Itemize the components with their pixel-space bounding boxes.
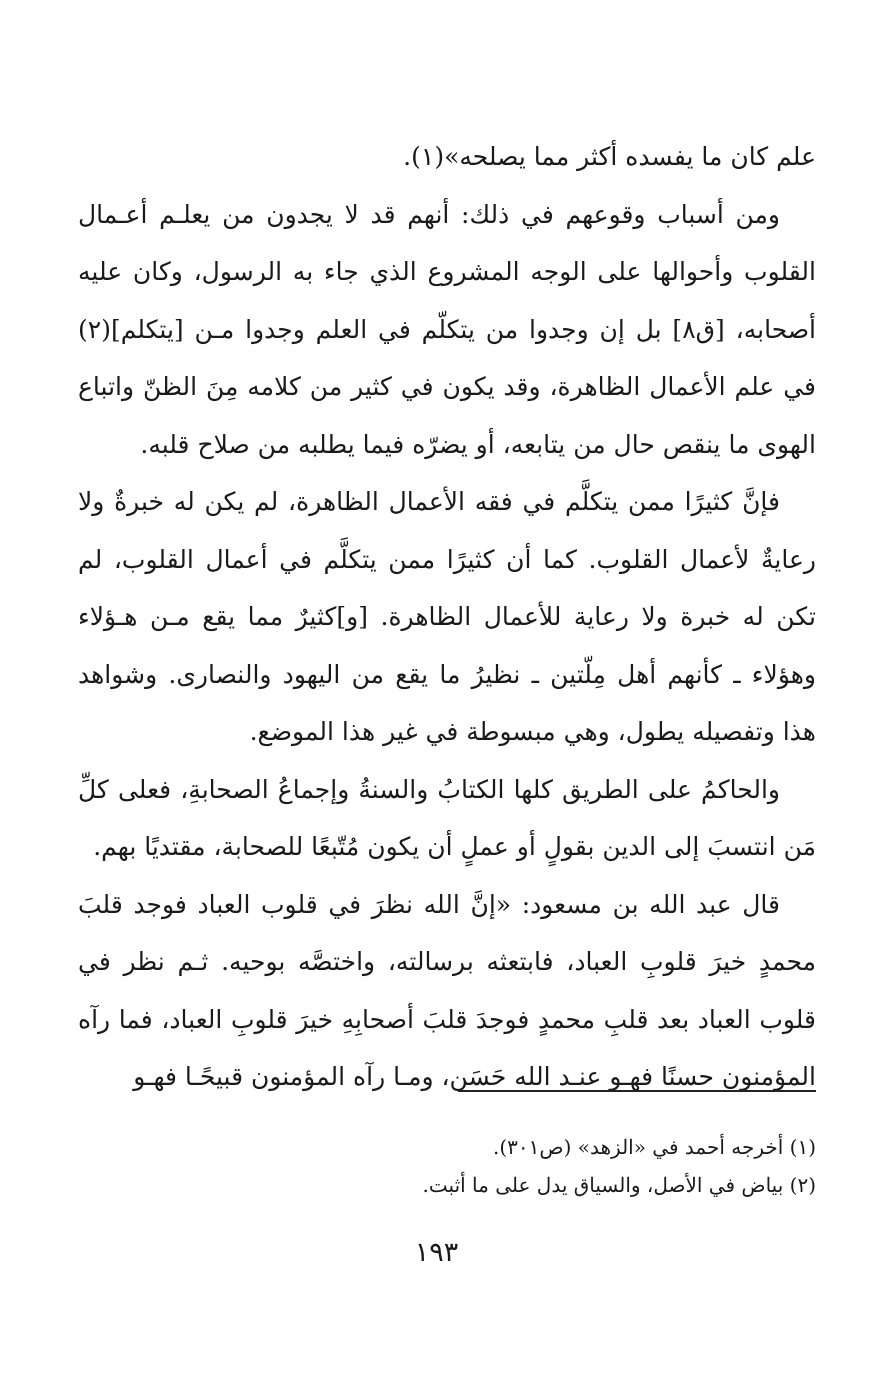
- paragraph-4: والحاكمُ على الطريق كلها الكتابُ والسنةُ وإجماعُ الصحابةِ، فعلى كلِّ مَن انتسبَ إلى الدين بقولٍ أو عملٍ أن يكون مُتّبعًا للصحابة، مقتديًا بهم.: [78, 774, 816, 861]
- footnotes: [78, 1128, 816, 1204]
- paragraph-3: فإنَّ كثيرًا ممن يتكلَّم في فقه الأعمال الظاهرة، لم يكن له خبرةٌ ولا رعايةٌ لأعمال القلوب. كما أن كثيرًا ممن يتكلَّم في أعمال القلوب، لم تكن له خبرة ولا رعاية للأعمال الظاهرة. [و]كثيرٌ مما يقع مـن هـؤلاء وهؤلاء ـ كأنهم أهل مِلّتين ـ نظيرُ ما يقع من اليهود والنصارى. وشواهد هذا وتفصيله يطول، وهي مبسوطة في غير هذا الموضع.: [78, 487, 816, 746]
- paragraph-5: قال عبد الله بن مسعود: «إنَّ الله نظرَ في قلوب العباد فوجد قلبَ محمدٍ خيرَ قلوبِ العباد، فابتعثه برسالته، واختصَّه بوحيه. ثـم نظر في قلوب العباد بعد قلبِ محمدٍ فوجدَ قلبَ أصحابِهِ خيرَ قلوبِ العباد، فما رآه المؤمنون حسنًا فهـو عنـد الله حَسَن، ومـا رآه المؤمنون قبيحًـا فهـو: [78, 889, 816, 1091]
- paragraph-1: علم كان ما يفسده أكثر مما يصلحه»(١).: [403, 142, 816, 171]
- page-number: ١٩٣: [414, 1237, 459, 1268]
- main-text: [78, 128, 816, 1106]
- footnote-2: (٢) بياض في الأصل، والسياق يدل على ما أثبت.: [422, 1173, 816, 1197]
- footnote-1: (١) أخرجه أحمد في «الزهد» (ص٣٠١).: [493, 1135, 816, 1159]
- body-text-block: [78, 128, 816, 1106]
- paragraph-2: ومن أسباب وقوعهم في ذلك: أنهم قد لا يجدون من يعلـم أعـمال القلوب وأحوالها على الوجه المشروع الذي جاء به الرسول، وكان عليه أصحابه، [ق٨] بل إن وجدوا من يتكلّم في العلم وجدوا مـن [يتكلم](٢) في علم الأعمال الظاهرة، وقد يكون في كثير من كلامه مِنَ الظنّ واتباع الهوى ما ينقص حال من يتابعه، أو يضرّه فيما يطلبه من صلاح قلبه.: [78, 199, 817, 459]
- footnote-separator: [458, 1090, 816, 1092]
